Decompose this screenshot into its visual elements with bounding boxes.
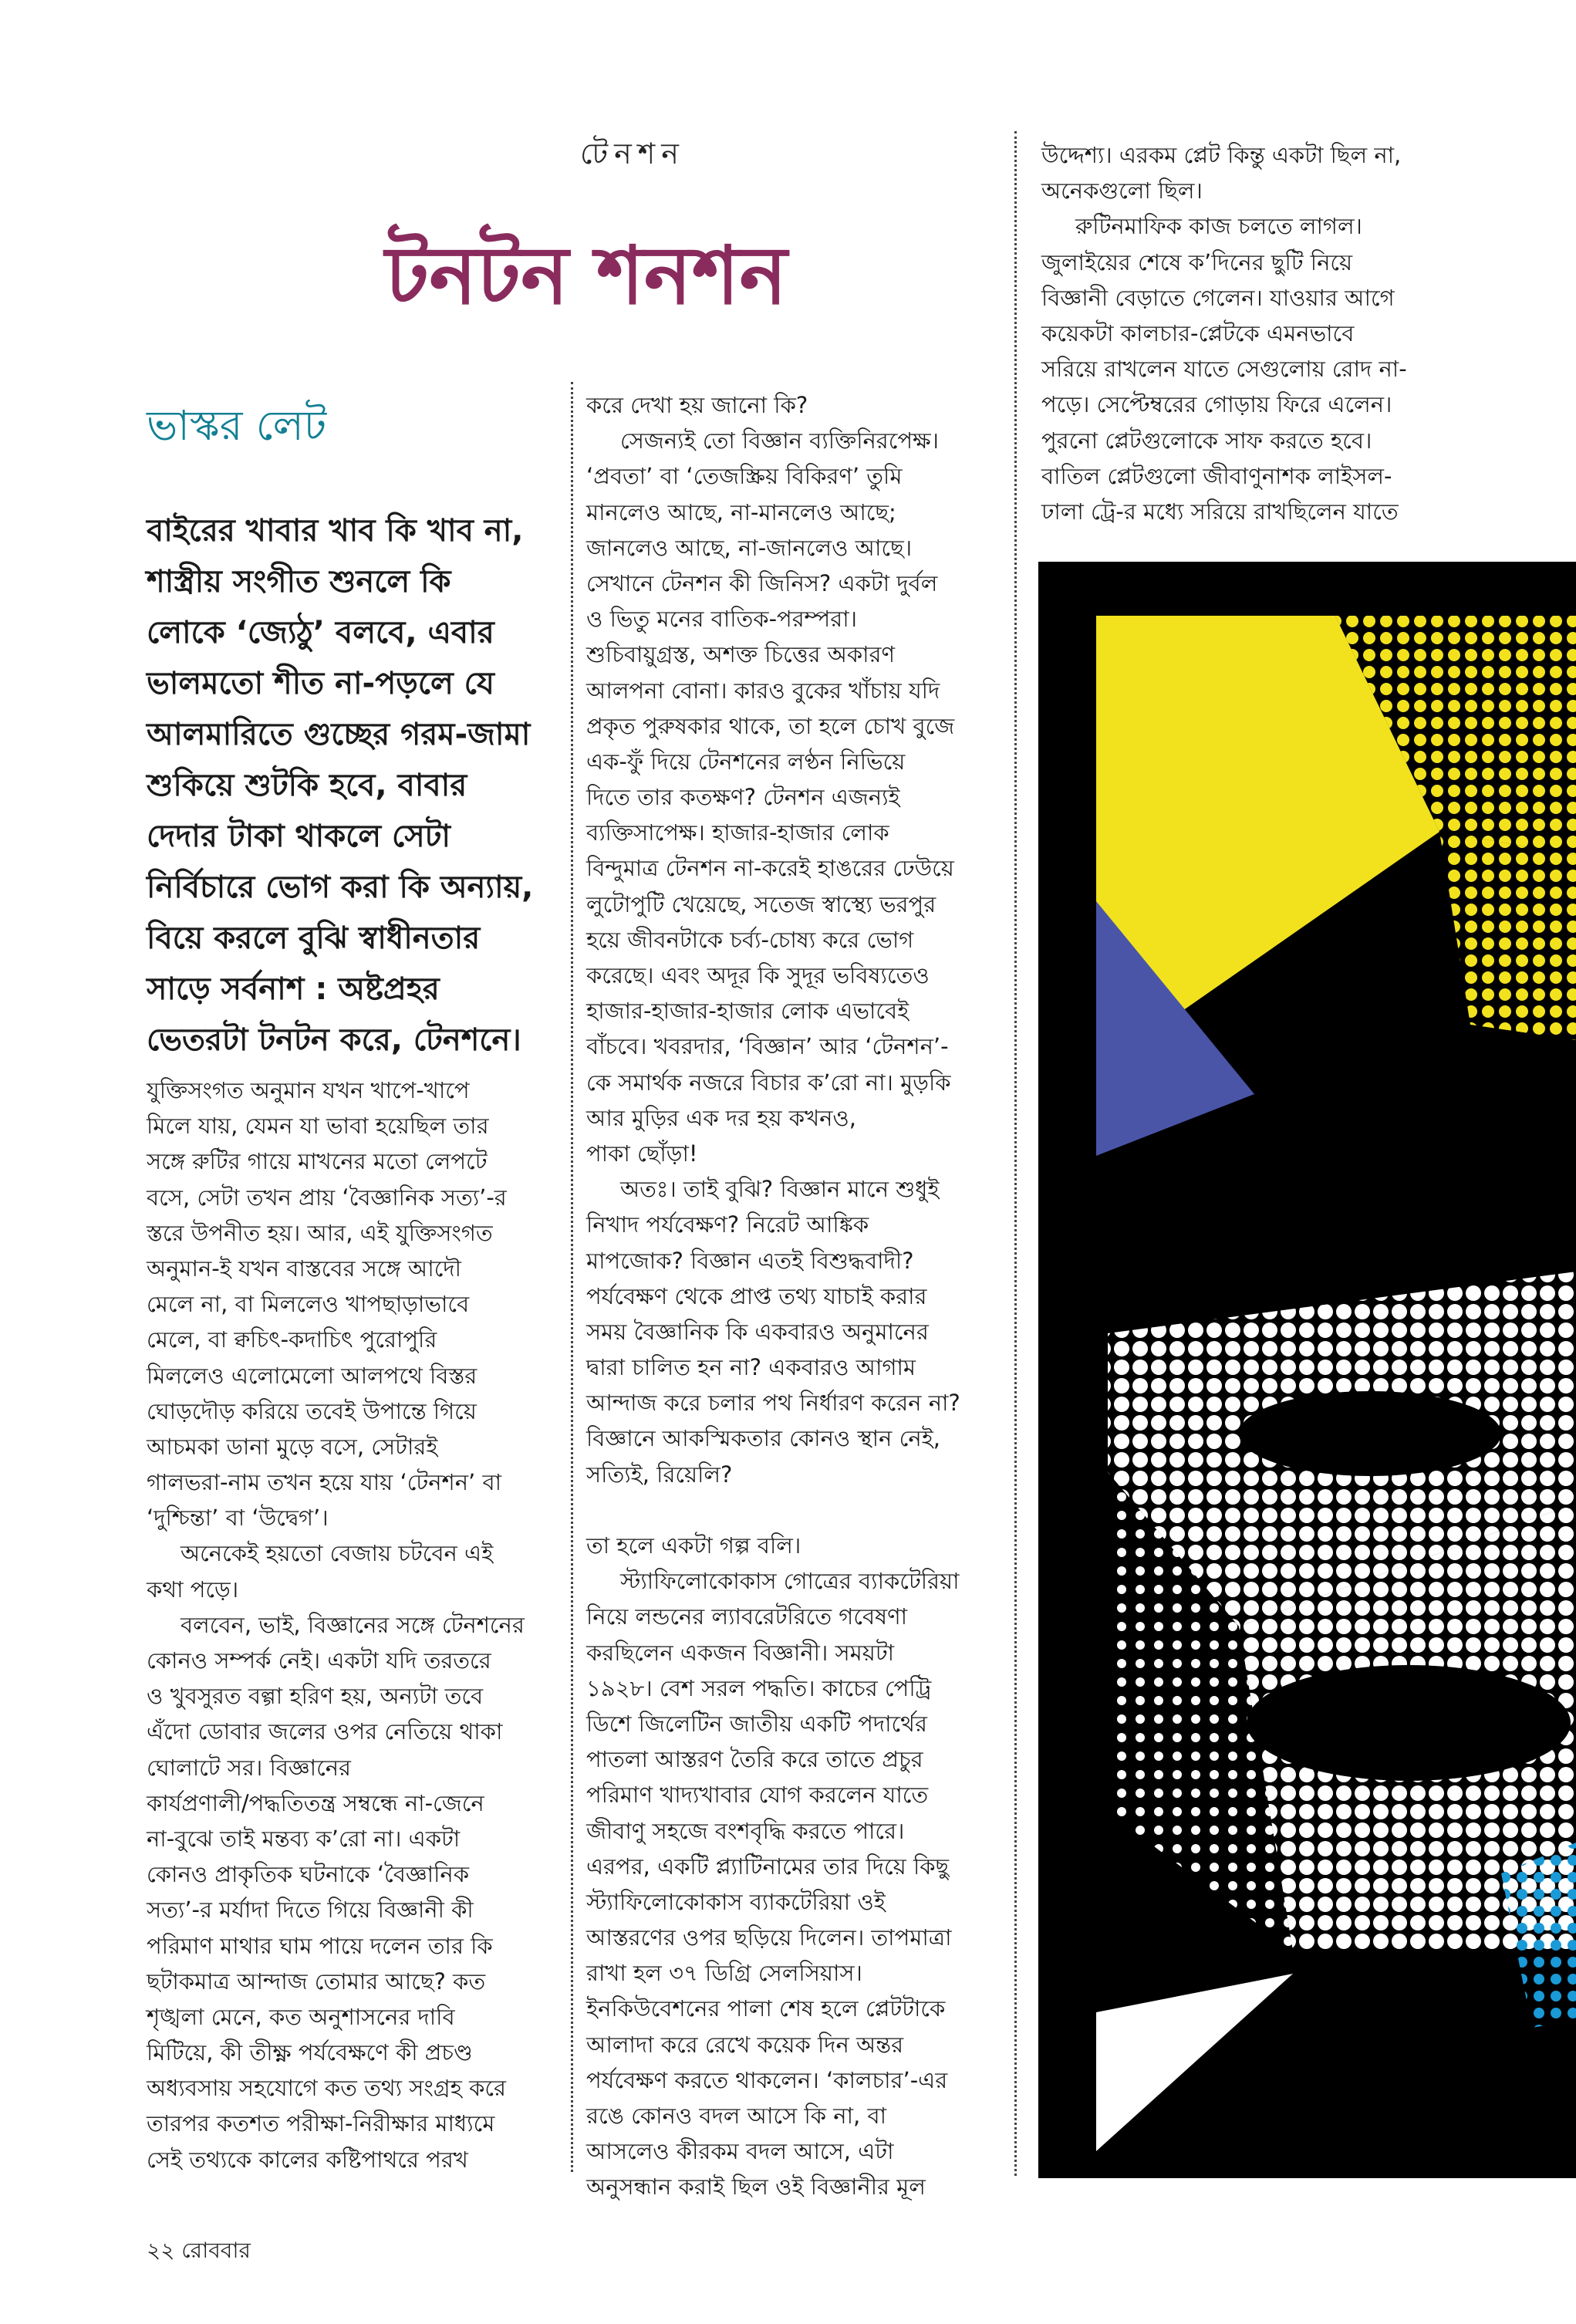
- body-text-line: অনেকগুলো ছিল।: [1041, 177, 1203, 204]
- body-text-line: বলবেন, ভাই, বিজ্ঞানের সঙ্গে টেনশনের: [181, 1611, 525, 1638]
- body-text-line: গালভরা-নাম তখন হয়ে যায় ‘টেনশন’ বা: [147, 1469, 501, 1496]
- column-divider: [571, 382, 573, 2172]
- body-text-line: ডিশে জিলেটিন জাতীয় একটি পদার্থের: [586, 1710, 927, 1737]
- body-text-line: স্তরে উপনীত হয়। আর, এই যুক্তিসংগত: [147, 1219, 493, 1246]
- body-text-line: মানলেও আছে, না-মানলেও আছে;: [586, 498, 896, 525]
- body-text-line: পরিমাণ খাদ্যখাবার যোগ করলেন যাতে: [586, 1782, 929, 1809]
- body-text-line: ‘প্রবতা’ বা ‘তেজস্ক্রিয় বিকিরণ’ তুমি: [586, 463, 903, 490]
- body-text-line: সময় বৈজ্ঞানিক কি একবারও অনুমানের: [586, 1318, 929, 1345]
- body-text-line: কথা পড়ে।: [147, 1576, 239, 1603]
- body-text-line: সত্য’-র মর্যাদা দিতে গিয়ে বিজ্ঞানী কী: [147, 1897, 474, 1924]
- body-text-line: এঁদো ডোবার জলের ওপর নেতিয়ে থাকা: [147, 1718, 503, 1745]
- body-text-line: জীবাণু সহজে বংশবৃদ্ধি করতে পারে।: [586, 1817, 905, 1844]
- body-text-line: সেই তথ্যকে কালের কষ্টিপাথরে পরখ: [147, 2146, 468, 2173]
- body-text-line: অনুসন্ধান করাই ছিল ওই বিজ্ঞানীর মূল: [586, 2174, 926, 2201]
- body-text-line: বিজ্ঞানী বেড়াতে গেলেন। যাওয়ার আগে: [1041, 284, 1395, 311]
- body-text-line: স্ট্যাফিলোকোকাস ব্যাকটেরিয়া ওই: [586, 1888, 886, 1915]
- body-text-line: বসে, সেটা তখন প্রায় ‘বৈজ্ঞানিক সত্য’-র: [147, 1184, 507, 1211]
- body-text-line: সত্যিই, রিয়েলি?: [586, 1461, 733, 1488]
- author-byline: ভাস্কর লেট: [147, 401, 327, 450]
- body-column-2: [586, 387, 1014, 2205]
- body-text-line: পাতলা আস্তরণ তৈরি করে তাতে প্রচুর: [586, 1746, 923, 1773]
- body-text-line: আচমকা ডানা মুড়ে বসে, সেটারই: [147, 1433, 438, 1460]
- body-text-line: নিখাদ পর্যবেক্ষণ? নিরেট আঙ্কিক: [586, 1211, 869, 1238]
- body-text-line: অধ্যবসায় সহযোগে কত তথ্য সংগ্রহ করে: [147, 2075, 506, 2102]
- body-text-line: সঙ্গে রুটির গায়ে মাখনের মতো লেপটে: [147, 1148, 488, 1175]
- body-text-line: মিললেও এলোমেলো আলপথে বিস্তর: [147, 1362, 478, 1389]
- body-text-line: প্রকৃত পুরুষকার থাকে, তা হলে চোখ বুজে: [586, 712, 955, 739]
- lead-line: সাড়ে সর্বনাশ : অষ্টপ্রহর: [147, 971, 440, 1007]
- body-text-line: করছিলেন একজন বিজ্ঞানী। সময়টা: [586, 1639, 895, 1666]
- lead-line: শুকিয়ে শুটকি হবে, বাবার: [147, 768, 467, 803]
- body-text-line: মেলে না, বা মিললেও খাপছাড়াভাবে: [147, 1291, 470, 1318]
- body-text-line: দ্বারা চালিত হন না? একবারও আগাম: [586, 1354, 916, 1381]
- body-text-line: স্ট্যাফিলোকোকাস গোত্রের ব্যাকটেরিয়া: [620, 1568, 960, 1595]
- body-text-line: উদ্দেশ্য। এরকম প্লেট কিন্তু একটা ছিল না,: [1041, 142, 1402, 168]
- paragraph-gap: [586, 1492, 1014, 1528]
- body-text-line: ঘোড়দৌড় করিয়ে তবেই উপান্তে গিয়ে: [147, 1397, 477, 1424]
- body-text-line: দিতে তার কতক্ষণ? টেনশন এজন্যই: [586, 784, 900, 811]
- lead-line: ভালমতো শীত না-পড়লে যে: [147, 666, 494, 701]
- body-text-line: মিটিয়ে, কী তীক্ষ্ণ পর্যবেক্ষণে কী প্রচণ্ড: [147, 2039, 473, 2066]
- body-text-line: বাতিল প্লেটগুলো জীবাণুনাশক লাইসল-: [1041, 462, 1392, 489]
- body-column-1: [147, 1072, 563, 2177]
- body-text-line: ইনকিউবেশনের পালা শেষ হলে প্লেটটাকে: [586, 1995, 946, 2022]
- body-text-line: কার্যপ্রণালী/পদ্ধতিতন্ত্র সম্বন্ধে না-জেনে: [147, 1789, 484, 1816]
- lead-line: শাস্ত্রীয় সংগীত শুনলে কি: [147, 564, 451, 600]
- lead-line: লোকে ‘জ্যেঠু’ বলবে, এবার: [147, 615, 494, 650]
- body-text-line: ও খুবসুরত বল্গা হরিণ হয়, অন্যটা তবে: [147, 1683, 484, 1710]
- body-text-line: সেখানে টেনশন কী জিনিস? একটা দুর্বল: [586, 569, 938, 596]
- body-text-line: মিলে যায়, যেমন যা ভাবা হয়েছিল তার: [147, 1113, 489, 1140]
- body-column-3: [1041, 137, 1473, 529]
- body-text-line: ১৯২৮। বেশ সরল পদ্ধতি। কাচের পেট্রি: [586, 1674, 932, 1701]
- body-text-line: তারপর কতশত পরীক্ষা-নিরীক্ষার মাধ্যমে: [147, 2110, 495, 2137]
- body-text-line: অনেকেই হয়তো বেজায় চটবেন এই: [181, 1540, 494, 1567]
- body-text-line: আলপনা বোনা। কারও বুকের খাঁচায় যদি: [586, 677, 940, 704]
- body-text-line: বাঁচবে। খবরদার, ‘বিজ্ঞান’ আর ‘টেনশন’-: [586, 1033, 949, 1060]
- lead-line: নির্বিচারে ভোগ করা কি অন্যায়,: [147, 870, 534, 905]
- body-text-line: আস্তরণের ওপর ছড়িয়ে দিলেন। তাপমাত্রা: [586, 1924, 952, 1951]
- body-text-line: লুটোপুটি খেয়েছে, সতেজ স্বাস্থ্যে ভরপুর: [586, 890, 936, 917]
- body-text-line: অনুমান-ই যখন বাস্তবের সঙ্গে আদৌ: [147, 1255, 461, 1282]
- body-text-line: আন্দাজ করে চলার পথ নির্ধারণ করেন না?: [586, 1390, 960, 1417]
- lead-line: ভেতরটা টনটন করে, টেনশনে।: [147, 1022, 521, 1058]
- article-title: টনটন শনশন: [385, 228, 788, 323]
- body-text-line: সেজন্যই তো বিজ্ঞান ব্যক্তিনিরপেক্ষ।: [620, 427, 939, 454]
- body-text-line: এক-ফুঁ দিয়ে টেনশনের লণ্ঠন নিভিয়ে: [586, 748, 906, 775]
- body-text-line: নিয়ে লন্ডনের ল্যাবরেটরিতে গবেষণা: [586, 1603, 908, 1630]
- body-text-line: ও ভিতু মনের বাতিক-পরম্পরা।: [586, 606, 858, 633]
- body-text-line: কে সমার্থক নজরে বিচার ক’রো না। মুড়কি: [586, 1069, 951, 1096]
- body-text-line: ব্যক্তিসাপেক্ষ। হাজার-হাজার লোক: [586, 819, 889, 846]
- lead-line: দেদার টাকা থাকলে সেটা: [147, 819, 451, 854]
- body-text-line: কোনও প্রাকৃতিক ঘটনাকে ‘বৈজ্ঞানিক: [147, 1861, 469, 1888]
- body-text-line: তা হলে একটা গল্প বলি।: [586, 1532, 801, 1559]
- body-text-line: হাজার-হাজার-হাজার লোক এভাবেই: [586, 998, 909, 1025]
- body-text-line: বিন্দুমাত্র টেনশন না-করেই হাঙরের ঢেউয়ে: [586, 855, 954, 882]
- body-text-line: রাখা হল ৩৭ ডিগ্রি সেলসিয়াস।: [586, 1960, 862, 1987]
- body-text-line: কয়েকটা কালচার-প্লেটকে এমনভাবে: [1041, 319, 1355, 346]
- lead-line: আলমারিতে গুচ্ছের গরম-জামা: [147, 717, 531, 752]
- halftone-illustration: [1038, 562, 1576, 2178]
- body-text-line: পাকা ছোঁড়া!: [586, 1140, 698, 1167]
- body-text-line: সরিয়ে রাখলেন যাতে সেগুলোয় রোদ না-: [1041, 356, 1407, 383]
- body-text-line: মাপজোক? বিজ্ঞান এতই বিশুদ্ধবাদী?: [586, 1247, 914, 1274]
- body-text-line: জুলাইয়ের শেষে ক’দিনের ছুটি নিয়ে: [1041, 248, 1353, 275]
- body-text-line: পড়ে। সেপ্টেম্বরের গোড়ায় ফিরে এলেন।: [1041, 391, 1392, 418]
- body-text-line: পুরনো প্লেটগুলোকে সাফ করতে হবে।: [1041, 427, 1372, 454]
- body-text-line: পর্যবেক্ষণ করতে থাকলেন। ‘কালচার’-এর: [586, 2066, 948, 2093]
- lead-paragraph: [147, 505, 555, 1066]
- body-text-line: জানলেও আছে, না-জানলেও আছে।: [586, 534, 913, 561]
- body-text-line: আর মুড়ির এক দর হয় কখনও,: [586, 1104, 856, 1131]
- page-footer: ২২ রোববার: [147, 2238, 251, 2263]
- body-text-line: পর্যবেক্ষণ থেকে প্রাপ্ত তথ্য যাচাই করার: [586, 1282, 927, 1309]
- body-text-line: না-বুঝে তাই মন্তব্য ক’রো না। একটা: [147, 1825, 461, 1852]
- body-text-line: রুটিনমাফিক কাজ চলতে লাগল।: [1075, 213, 1362, 240]
- body-text-line: হয়ে জীবনটাকে চর্ব্য-চোষ্য করে ভোগ: [586, 926, 914, 953]
- body-text-line: আলাদা করে রেখে কয়েক দিন অন্তর: [586, 2031, 904, 2058]
- body-text-line: শুচিবায়ুগ্রস্ত, অশক্ত চিত্তের অকারণ: [586, 641, 896, 668]
- body-text-line: শৃঙ্খলা মেনে, কত অনুশাসনের দাবি: [147, 2003, 455, 2030]
- body-text-line: ঘোলাটে সর। বিজ্ঞানের: [147, 1754, 351, 1781]
- body-text-line: এরপর, একটি প্ল্যাটিনামের তার দিয়ে কিছু: [586, 1853, 950, 1880]
- body-text-line: পরিমাণ মাথার ঘাম পায়ে দলেন তার কি: [147, 1932, 493, 1959]
- body-text-line: মেলে, বা ক্বচিৎ-কদাচিৎ পুরোপুরি: [147, 1326, 437, 1353]
- body-text-line: করে দেখা হয় জানো কি?: [586, 392, 808, 418]
- body-text-line: ঢালা ট্রে-র মধ্যে সরিয়ে রাখছিলেন যাতে: [1041, 498, 1399, 525]
- body-text-line: অতঃ। তাই বুঝি? বিজ্ঞান মানে শুধুই: [620, 1176, 940, 1203]
- body-text-line: ‘দুশ্চিন্তা’ বা ‘উদ্বেগ’।: [147, 1505, 329, 1532]
- body-text-line: বিজ্ঞানে আকস্মিকতার কোনও স্থান নেই,: [586, 1425, 940, 1452]
- body-text-line: ছটাকমাত্র আন্দাজ তোমার আছে? কত: [147, 1968, 486, 1995]
- body-text-line: রঙে কোনও বদল আসে কি না, বা: [586, 2103, 886, 2129]
- body-text-line: করেছে। এবং অদূর কি সুদূর ভবিষ্যতেও: [586, 962, 930, 988]
- body-text-line: আসলেও কীরকম বদল আসে, এটা: [586, 2138, 894, 2165]
- column-divider: [1014, 131, 1017, 2176]
- body-text-line: কোনও সম্পর্ক নেই। একটা যদি তরতরে: [147, 1647, 491, 1674]
- lead-line: বাইরের খাবার খাব কি খাব না,: [147, 513, 524, 549]
- body-text-line: যুক্তিসংগত অনুমান যখন খাপে-খাপে: [147, 1077, 470, 1103]
- section-label: টেনশন: [580, 137, 685, 171]
- lead-line: বিয়ে করলে বুঝি স্বাধীনতার: [147, 920, 481, 956]
